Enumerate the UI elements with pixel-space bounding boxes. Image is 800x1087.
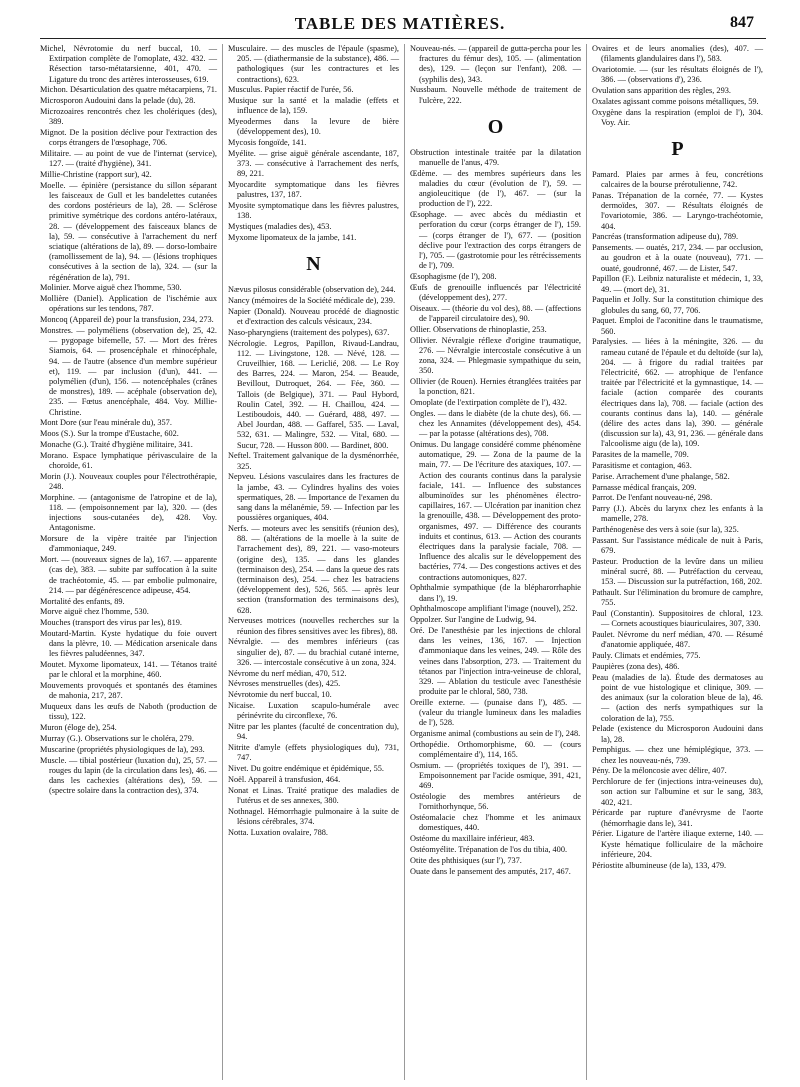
section-letter: N [306,253,321,276]
index-entry: Organisme animal (combustions au sein de l'), 248. [410,729,581,739]
index-entry: Musculus. Papier réactif de l'urée, 56. [228,85,354,95]
index-entry: Ostéomyélite. Trépanation de l'os du tibia, 400. [410,845,568,855]
index-columns [40,44,768,1080]
index-entry: Ollier. Observations de rhinoplastie, 253. [410,324,547,334]
index-entry: Nussbaum. Nouvelle méthode de traitement de l'ulcère, 222. [410,85,581,105]
index-entry: Ovaires et de leurs anomalies (des), 407. — (filaments glandulaires dans l'), 583. [592,44,763,64]
index-entry: Paupières (zona des), 486. [592,662,680,672]
index-entry: Ostéologie des membres antérieurs de l'ornithorhynque, 56. [410,792,581,812]
index-entry: Parrot. De l'enfant nouveau-né, 298. [592,493,713,503]
index-entry: Nonat et Linas. Traité pratique des maladies de l'utérus et de ses annexes, 380. [228,785,399,805]
index-entry: Nivet. Du goitre endémique et épidémique, 55. [228,764,384,774]
index-entry: Osmium. — (propriétés toxiques de l'), 391. — Empoisonnement par l'acide osmique, 391, 421, 469. [410,761,581,791]
index-entry: Mystiques (maladies des), 453. [228,222,332,232]
index-entry: Nitrite d'amyle (effets physiologiques du), 731, 747. [228,743,399,763]
index-entry: Naso-pharyngiens (traitement des polypes), 637. [228,327,390,337]
index-entry: Névroses menstruelles (des), 425. [228,679,341,689]
index-entry: Ollivier. Névralgie réflexe d'origine traumatique, 276. — Névralgie intercostale consécutive à un zona, 324. — Phlegmasie sympathique du sein, 350. [410,335,581,376]
index-entry: Pancréas (transformation adipeuse du), 789. [592,232,739,242]
index-entry: Nitre par les plantes (faculté de concentration du), 94. [228,722,399,742]
index-entry: Morve aiguë chez l'homme, 530. [40,607,149,617]
index-entry: Ollivier (de Rouen). Hernies étranglées traitées par la ponction, 821. [410,377,581,397]
index-entry: Œufs de grenouille influencés par l'électricité (développement des), 277. [410,282,581,303]
index-entry: Omoplate (de l'extirpation complète de l'), 432. [410,398,567,408]
index-entry: Paulet. Névrome du nerf médian, 470. — Résumé d'anatomie appliquée, 487. [592,630,763,650]
index-entry: Pény. De la méloncosie avec délire, 407. [592,766,727,776]
index-entry: Myosite symptomatique dans les fièvres palustres, 138. [228,201,399,221]
index-entry: Morano. Espace lymphatique périvasculaire de la choroïde, 61. [40,450,217,471]
index-entry: Pasteur. Production de la levûre dans un milieu minéral sucré, 88. — Putréfaction du cerveau, 153. — Discussion sur la putréfaction, 168, 202. [592,557,763,587]
index-entry: Œsophagisme (de l'), 208. [410,272,497,282]
index-entry: Passant. Sur l'assistance médicale de nuit à Paris, 679. [592,536,763,556]
index-entry: Nerveuses motrices (nouvelles recherches sur la réunion des fibres sensitives avec les fibres), 88. [228,616,399,636]
index-entry: Œsophage. — avec abcès du médiastin et perforation du cœur (corps étranger de l'), 159. — (corps étranger de l'), 677. — (position déclive pour l'extraction des corps étrangers de l'), 705. — (gastrotomie pour les rétrécissements de l'), 709. [410,210,581,271]
index-entry: Paul (Constantin). Suppositoires de chloral, 123. — Cornets acoustiques biauriculaires, 307, 330. [592,609,763,629]
index-entry: Panas. Trépanation de la cornée, 77. — Kystes dermoïdes, 307. — Résultats éloignés de l'ovariotomie, 386. — Laryngo-trachéotomie, 404. [592,191,763,231]
index-entry: Parasitisme et contagion, 463. [592,461,692,471]
index-entry: Péricarde par rupture d'anévrysme de l'aorte (hémorrhagie dans le), 341. [592,808,763,828]
index-entry: Ovulation sans apparition des règles, 293. [592,86,731,95]
index-entry: Neftel. Traitement galvanique de la dysménorrhée, 325. [228,451,399,471]
index-entry: Pansements. — ouatés, 217, 234. — par occlusion, au goudron et à la ouate (nouveau), 771. — ouaté, goudronné, 467. — de Lister, 547. [592,243,763,273]
index-entry: Perchlorure de fer (injections intra-veineuses du), son action sur l'albumine et sur le sang, 383, 402, 421. [592,777,763,807]
index-entry: Ophthalmoscope amplifiant l'image (nouvel), 252. [410,604,578,614]
index-entry: Muscarine (propriétés physiologiques de la), 293. [40,744,205,754]
index-entry: Paquelin et Jolly. Sur la constitution chimique des globules du sang, 60, 77, 706. [592,295,763,315]
index-entry: Névrome du nerf médian, 470, 512. [228,668,347,678]
index-entry: Papillon (F.). Leibniz naturaliste et médecin, 1, 33, 49. — (mort de), 31. [592,274,763,294]
index-entry: Onimus. Du langage considéré comme phénomène automatique, 29. — Zona de la paume de la main, 77. — De l'écriture des ataxiques, 107. — Action des courants continus dans la paralysie faciale, 141. — Influence des substances albuminoïdes sur les phénomènes électro-capillaires, 167. — Ulcération par inanition chez la grenouille, 438. — Développement des proto-organismes, 497. — Différence des courants induits et continus, 613. — Action des courants électriques dans la paralysie faciale, 708. — Influence des alcalis sur le développement des bactéries, 774. — Des congestions actives et des contractions automoniques, 827. [410,440,581,582]
page-number: 847 [730,14,754,31]
column-1 [40,44,222,1080]
index-entry: Obstruction intestinale traitée par la dilatation manuelle de l'anus, 479. [410,147,581,168]
index-entry: Nothnagel. Hémorrhagie pulmonaire à la suite de lésions cérébrales, 374. [228,806,399,826]
index-entry: Monache (G.). Traité d'hygiène militaire, 341. [40,440,193,450]
header-rule [40,38,766,39]
index-entry: Myocardite symptomatique dans les fièvres palustres, 137, 187. [228,180,399,200]
index-entry: Moos (S.). Sur la trompe d'Eustache, 602. [40,429,179,439]
index-entry: Michon. Désarticulation des quatre métacarpiens, 71. [40,85,217,95]
index-entry: Œdème. — des membres supérieurs dans les maladies du cœur (évolution de l'), 59. — angioleucitique (de l'), 467. — (sur la production de l'), 222. [410,168,581,209]
index-entry: Parasites de la mamelle, 709. [592,450,689,460]
index-entry: Nævus pilosus considérable (observation de), 244. [228,285,396,295]
index-entry: Ouate dans le pansement des amputés, 217, 467. [410,866,571,876]
index-entry: Pathault. Sur l'élimination du bromure de camphre, 755. [592,588,763,608]
column-2 [222,44,404,1080]
index-entry: Molinier. Morve aiguë chez l'homme, 530. [40,283,182,293]
index-entry: Mouches (transport des virus par les), 819. [40,618,182,628]
index-entry: Oxygène dans la respiration (emploi de l'), 304. Voy. Air. [592,107,763,127]
index-entry: Myxome lipomateux de la jambe, 141. [228,233,357,242]
index-entry: Paquet. Emploi de l'aconitine dans le traumatisme, 560. [592,316,763,336]
index-entry: Périostite albumineuse (de la), 133, 479. [592,860,727,870]
index-entry: Microsporon Audouini dans la pelade (du), 28. [40,96,196,106]
index-entry: Noël. Appareil à transfusion, 464. [228,774,341,784]
index-entry: Nepveu. Lésions vasculaires dans les fractures de la jambe, 43. — Cylindres hyalins des voies spermatiques, 28. — Importance de l'examen du sang dans la mélanémie, 59. — Infection par les poussières organiques, 404. [228,472,399,523]
column-3 [404,44,586,1080]
index-entry: Muqueux dans les œufs de Naboth (production de tissu), 122. [40,702,217,722]
index-entry: Nicaise. Luxation scapulo-humérale avec périnévrite du circonflexe, 76. [228,701,399,721]
index-entry: Nouveau-nés. — (appareil de gutta-percha pour les fractures du fémur des), 105. — (alimentation des), 129. — (leçon sur l'enfant), 208. — (syphilis des), 343. [410,44,581,84]
index-entry: Muscle. — tibial postérieur (luxation du), 25, 57. — rouges du lapin (de la circulation dans les), 46. — dans les cachexies (altérations des), 59. — (spectre solaire dans la contraction des), 374. [40,755,217,796]
index-entry: Parnasse médical français, 209. [592,482,697,492]
index-entry: Moutard-Martin. Kyste hydatique du foie ouvert dans la plèvre, 10. — Médication arsenicale dans les fièvres paludéennes, 347. [40,629,217,659]
index-entry: Michel, Névrotomie du nerf buccal, 10. — Extirpation complète de l'omoplate, 432. 432. — Résection tarso-métatarsienne, 401, 470. — Ligature du tronc des artères interosseuses, 619. [40,44,217,84]
index-entry: Mortalité des enfants, 89. [40,596,125,606]
index-entry: Parry (J.). Abcès du larynx chez les enfants à la mamelle, 278. [592,504,763,524]
index-entry: Musique sur la santé et la maladie (effets et influence de la), 159. [228,96,399,116]
index-entry: Mort. — (nouveaux signes de la), 167. — apparente (cas de), 383. — subite par suffocation à la suite de trachéotomie, 45. — par embolie pulmonaire, 214. — par dégénérescence adipeuse, 454. [40,555,217,595]
index-entry: Peau (maladies de la). Étude des dermatoses au point de vue histologique et clinique, 309. — des animaux (sur la coloration bleue de la), 46. — (action des nerfs sympathiques sur la coloration de la), 755. [592,672,763,723]
section-letter: O [487,115,504,138]
index-entry: Ovariotomie. — (sur les résultats éloignés de l'), 386. — (observations d'), 236. [592,65,763,85]
section-letter: P [671,138,684,160]
index-entry: Nerfs. — moteurs avec les sensitifs (réunion des), 88. — (altérations de la moelle à la suite de l'arrachement des), 89, 221. — vaso-moteurs (origine des), 135. — dans les glandes (terminaison des), 254. — dans la queue des rats (terminaison des), 254. — chez les batraciens (développement des), 526, 565. — après leur section (transformation des terminaisons des), 628. [228,524,399,615]
index-entry: Mycosis fongoïde, 141. [228,138,307,148]
index-entry: Morin (J.). Nouveaux couples pour l'électrothérapie, 248. [40,471,217,492]
index-entry: Notta. Luxation ovalaire, 788. [228,827,328,837]
index-entry: Myeodermes dans la levure de bière (développement des), 10. [228,117,399,137]
index-entry: Morphine. — (antagonisme de l'atropine et de la), 118. — (empoisonnement par la), 320. — (des injections sous-cutanées de), 428. Voy. Antagonisme. [40,492,217,533]
index-entry: Ostéome du maxillaire inférieur, 483. [410,834,535,844]
index-entry: Muron (éloge de), 254. [40,723,117,733]
page-title: TABLE DES MATIÈRES. [294,14,506,33]
index-entry: Mouvements provoqués et spontanés des étamines de mahonia, 217, 287. [40,681,217,701]
index-entry: Ostéomalacie chez l'homme et les animaux domestiques, 440. [410,813,581,833]
index-entry: Oiseaux. — (théorie du vol des), 88. — (affections de l'appareil circulatoire des), 90. [410,303,581,324]
index-entry: Otite des phthisiques (sur l'), 737. [410,855,522,865]
column-4 [586,44,768,1080]
index-entry: Pelade (existence du Microsporon Audouini dans la), 28. [592,724,763,744]
index-entry: Ophthalmie sympathique (de la blépharorrhaphie dans l'), 19. [410,583,581,603]
index-entry: Musculaire. — des muscles de l'épaule (spasme), 205. — (diathermansie de la substance), 486. — pathologiques (sur les contractures et les contractions), 623. [228,44,399,84]
index-entry: Oré. De l'anesthésie par les injections de chloral dans les veines, 136, 167. — Injection d'ammoniaque dans les veines, 249. — Rôle des veines dans l'absorption, 273. — Traitement du tétanos par l'injection intra-veineuse de chloral, 329. — Ablation du testicule avec l'anesthésie produite par le chloral, 580, 738. [410,626,581,697]
index-entry: Microzoaires rencontrés chez les cholériques (des), 389. [40,107,217,127]
index-entry: Parthénogenèse des vers à soie (sur la), 325. [592,525,739,535]
page-header [0,0,800,40]
index-entry: Ongles. — dans le diabète (de la chute des), 66. — chez les Annamites (développement des), 454. — par la potasse (altérations des), 708. [410,408,581,439]
index-entry: Névrotomie du nerf buccal, 10. [228,690,332,700]
index-entry: Pemphigus. — chez une hémiplégique, 373. — chez les nouveau-nés, 739. [592,745,763,765]
index-entry: Monstres. — polyméliens (observation de), 25, 42. — pygopage bifemelle, 57. — Mort des frères Siamois, 64. — prosencéphale et rhinocéphale, 94. — de l'autre (absence d'un membre supérieur et), 119. — par inclusion (d'un), 441. — polymélien (d'un), 156. — notencéphales (crânes de monstres), 189. — acéphale (observation de), 235. — Fœtus anencéphale, 484. Voy. Millie-Christine. [40,326,217,417]
index-entry: Paralysies. — liées à la méningite, 326. — du rameau cutané de l'épaule et du deltoïde (sur la), 204. — à frigore du radial traitées par l'électricité, 662. — atrophique de l'enfance traitée par l'électricité et la gymnastique, 14. — faciale (action comparée des courants électriques dans la), 708. — faciale (action des courants continus dans la), 140. — générale (délire des actes dans la), 390. — générale (discussion sur la), 43, 91, 236. — générale dans l'alcoolisme aigu (de la), 109. [592,337,763,449]
index-entry: Mont Dore (sur l'eau minérale du), 357. [40,418,172,428]
index-entry: Oxalates agissant comme poisons métalliques, 59. [592,96,759,106]
index-entry: Parise. Arrachement d'une phalange, 582. [592,471,730,481]
index-entry: Militaire. — au point de vue de l'internat (service), 127. — (traité d'hygiène), 341. [40,149,217,169]
index-entry: Millie-Christine (rapport sur), 42. [40,170,152,179]
index-entry: Mollière (Daniel). Application de l'ischémie aux opérations sur les tendons, 787. [40,294,217,314]
index-entry: Morsure de la vipère traitée par l'injection d'ammoniaque, 249. [40,534,217,554]
index-entry: Pauly. Climats et endémies, 775. [592,651,701,661]
index-entry: Pamard. Plaies par armes à feu, concrétions calcaires de la bourse prérotulienne, 742. [592,170,763,190]
index-entry: Oppolzer. Sur l'angine de Ludwig, 94. [410,615,537,625]
index-entry: Périer. Ligature de l'artère iliaque externe, 140. — Kyste hématique folliculaire de la mâchoire inférieure, 204. [592,829,763,859]
index-entry: Orthopédie. Orthomorphisme, 60. — (cours complémentaire d'), 114, 165. [410,740,581,760]
index-entry: Moelle. — épinière (persistance du sillon séparant les faisceaux de Gull et les bandelettes cutanées des cordons postérieurs de la), 28. — Sclérose primitive symétrique des cordons antéro-latéraux, 28. — (développement des faisceaux blancs de la), 59. — consécutive à l'arrachement du nerf sciatique (altérations de la), 89. — dorso-lombaire (ramollissement de la), 94. — (lésions trophiques consécutives à la section de la), 324. — (sur la régénération de la), 791. [40,180,217,282]
index-entry: Napier (Donald). Nouveau procédé de diagnostic et d'extraction des calculs vésicaux, 234. [228,306,399,326]
index-entry: Murray (G.). Observations sur le choléra, 279. [40,734,194,744]
index-entry: Moncoq (Appareil de) pour la transfusion, 234, 273. [40,315,214,325]
index-entry: Mignot. De la position déclive pour l'extraction des corps étrangers de l'œsophage, 706. [40,128,217,148]
index-entry: Oreille externe. — (punaise dans l'), 485. — (valeur du triangle lumineux dans les maladies de l'), 528. [410,698,581,728]
index-entry: Moutet. Myxome lipomateux, 141. — Tétanos traité par le chloral et la morphine, 460. [40,660,217,680]
index-entry: Névralgie. — des membres inférieurs (cas singulier de), 87. — du brachial cutané interne, 326. — intercostale consécutive à un zona, 324. [228,637,399,667]
index-entry: Nancy (mémoires de la Société médicale de), 239. [228,296,396,305]
index-entry: Myélite. — grise aiguë générale ascendante, 187, 373. — consécutive à l'arrachement des nerfs, 89, 221. [228,149,399,179]
index-entry: Nécrologie. Legros, Papillon, Rivaud-Landrau, 112. — Livingstone, 128. — Névé, 128. — Cruveilhier, 168. — Lericlié, 208. — Le Roy des Barres, 224. — Maron, 254. — Beaude, Bevillout, Dutroquet, 264. — Fée, 360. — Tallois (de Belgique), 371. — Paul Hybord, Roulin Catel, 392. — H. Chaillou, 424. — Lestiboudois, 440. — Guérard, 488, 497. — Abel Jourdan, 488. — Gaffarel, 535. — Laval, 532, 631. — Malingre, 532. — Vital, 680. — Sucur, 728. — Husson 800. — Bardinet, 800. [228,338,399,450]
